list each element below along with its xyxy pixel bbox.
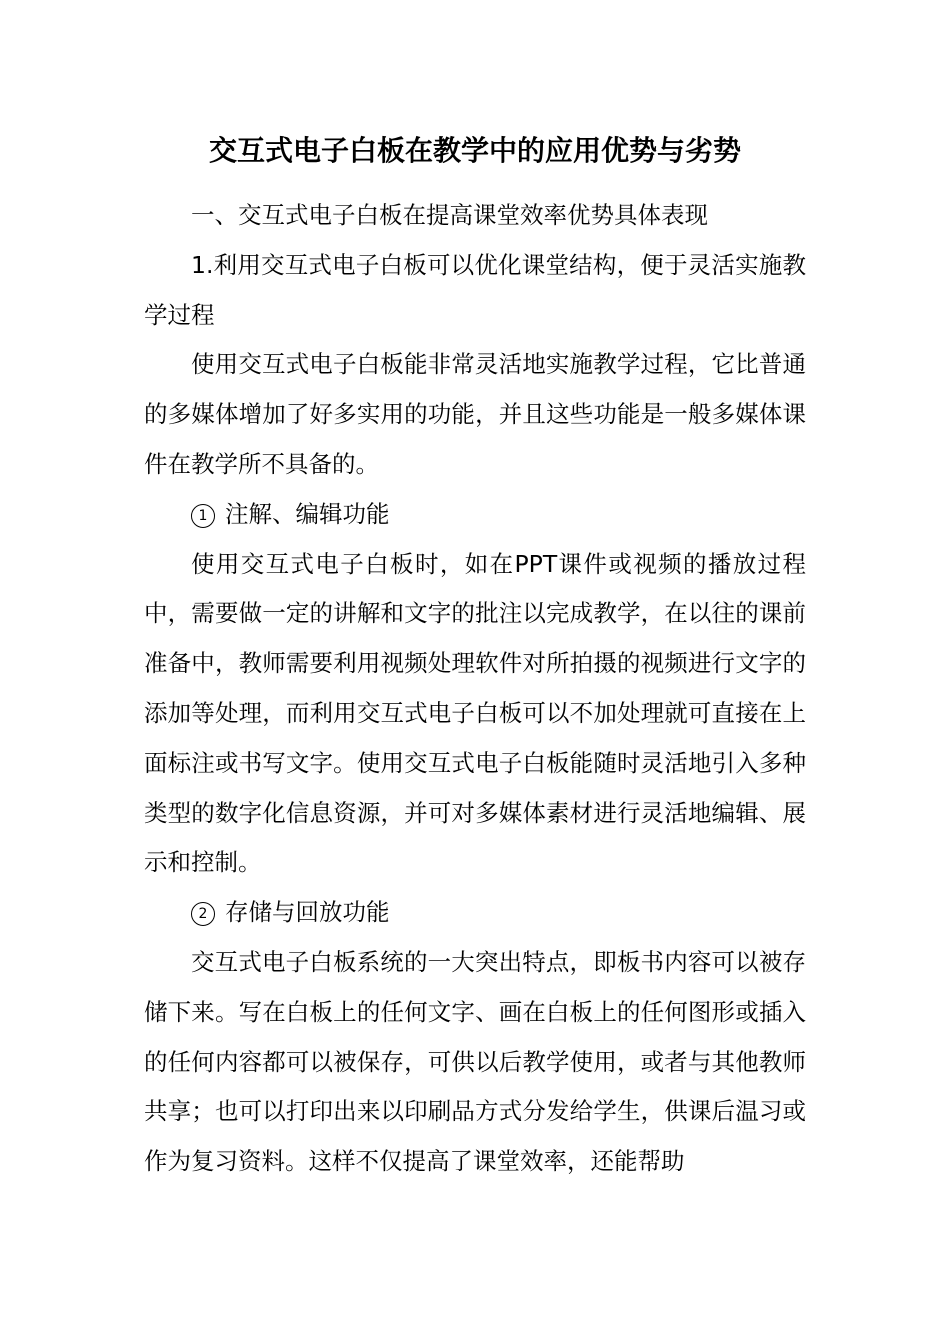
section-heading: 一、交互式电子白板在提高课堂效率优势具体表现 [191,201,708,229]
paragraph: 使用交互式电子白板能非常灵活地实施教学过程，它比普通的多媒体增加了好多实用的功能，并且这些功能是一般多媒体课件在教学所不具备的。 [144,350,806,478]
feature-heading-label: 存储与回放功能 [225,898,390,927]
feature-heading [144,888,806,938]
feature-heading [144,490,806,540]
document-title: 交互式电子白板在教学中的应用优势与劣势 [208,134,741,167]
item-heading: 1.利用交互式电子白板可以优化课堂结构，便于灵活实施教学过程 [144,250,806,329]
feature-heading-label: 注解、编辑功能 [225,499,390,528]
paragraph: 使用交互式电子白板时，如在PPT课件或视频的播放过程中，需要做一定的讲解和文字的批注以完成教学，在以往的课前准备中，教师需要利用视频处理软件对所拍摄的视频进行文字的添加等处理，而利用交互式电子白板可以不加处理就可直接在上面标注或书写文字。使用交互式电子白板能随时灵活地引入多种类型的数字化信息资源，并可对多媒体素材进行灵活地编辑、展示和控制。 [144,549,806,877]
document-body [144,191,806,1187]
paragraph: 交互式电子白板系统的一大突出特点，即板书内容可以被存储下来。写在白板上的任何文字、画在白板上的任何图形或插入的任何内容都可以被保存，可供以后教学使用，或者与其他教师共享；也可以打印出来以印刷品方式分发给学生，供课后温习或作为复习资料。这样不仅提高了课堂效率，还能帮助 [144,947,806,1176]
circled-number-1: 1 [191,504,215,528]
circled-number-2: 2 [191,902,215,926]
